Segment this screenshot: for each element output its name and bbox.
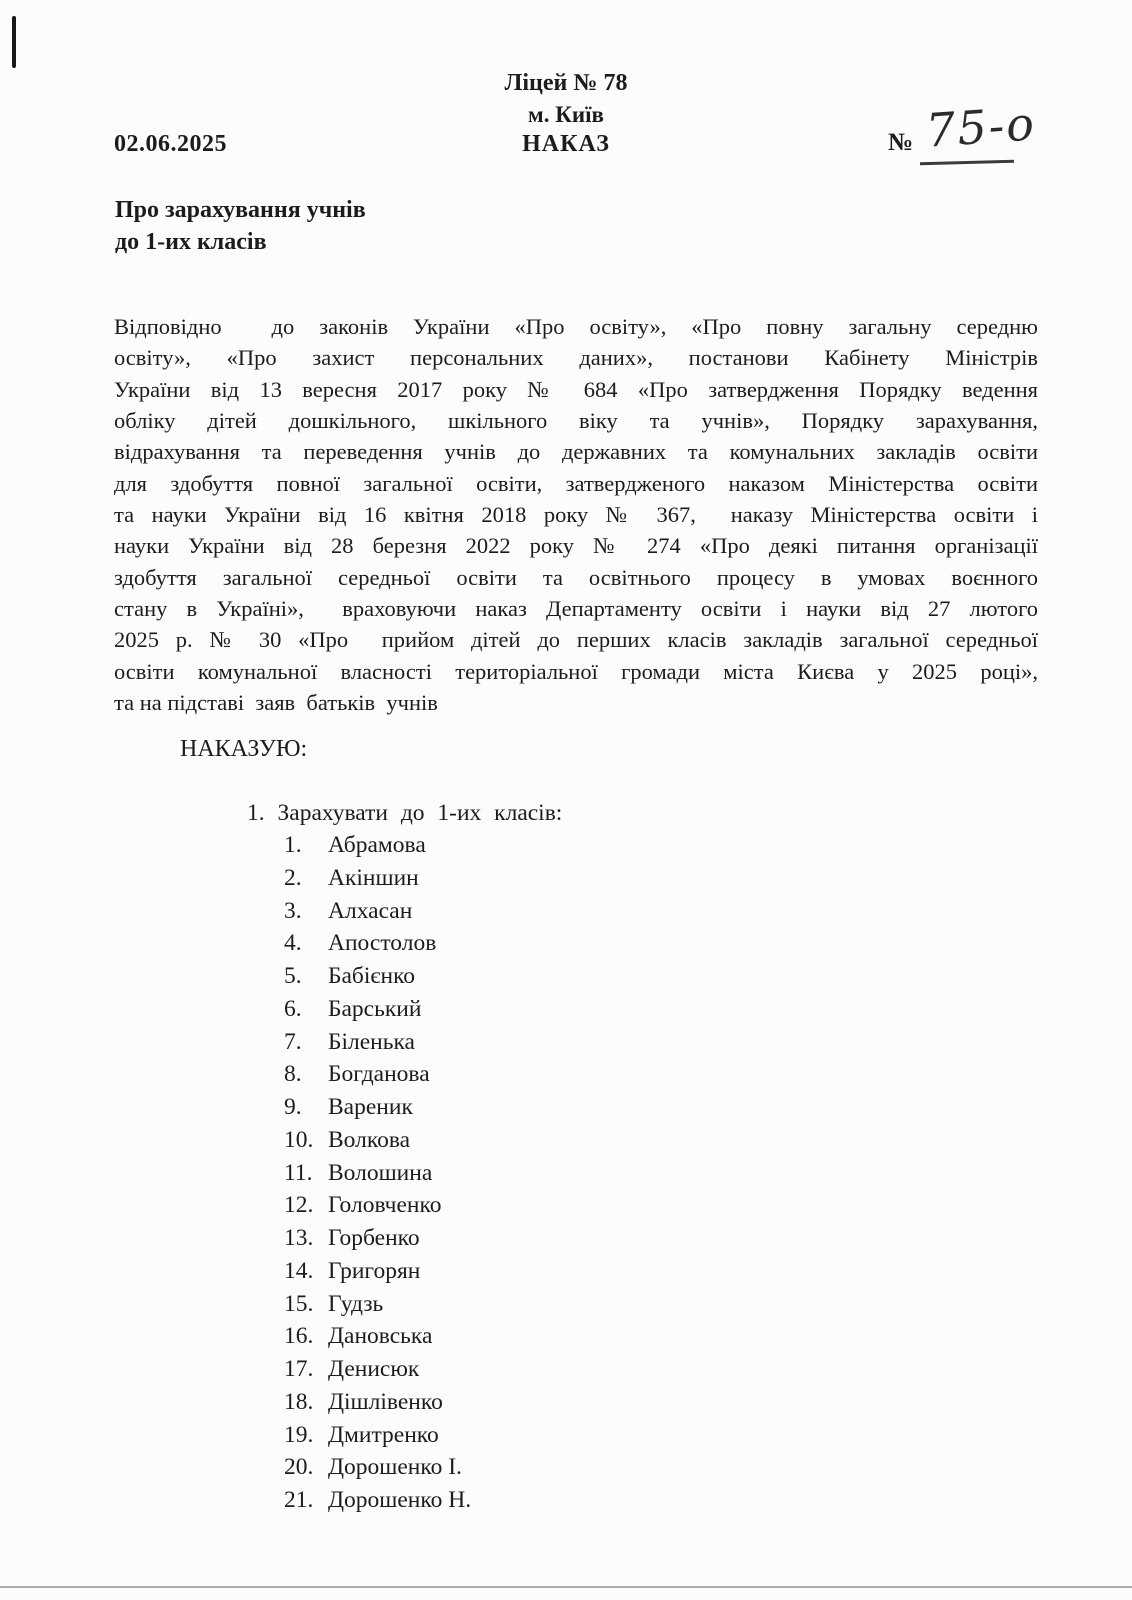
student-list-item (284, 963, 471, 996)
student-number: 11. (284, 1159, 313, 1186)
student-list-item (284, 996, 471, 1029)
student-name: Денисюк (328, 1356, 420, 1382)
subject-title (115, 194, 366, 258)
preamble-line: стану в Україні», враховуючи наказ Департаменту освіти і науки від 27 лютого (114, 596, 1038, 622)
student-name: Гудзь (328, 1290, 384, 1317)
student-name: Дмитренко (328, 1421, 439, 1448)
student-list-item (284, 1487, 471, 1520)
order-item-1: 1. Зарахувати до 1-их класів: (247, 800, 563, 826)
preamble (114, 311, 1038, 718)
student-name: Апостолов (328, 930, 437, 957)
student-list-item (284, 1094, 471, 1127)
student-number: 8. (284, 1061, 302, 1088)
student-list-item (284, 1323, 471, 1356)
student-number: 5. (284, 963, 302, 989)
preamble-line: 2025 р. № 30 «Про прийом дітей до перших класів закладів загальної середньої (114, 627, 1038, 653)
student-list-item (284, 865, 471, 898)
student-name: Дорошенко Н. (328, 1487, 472, 1513)
student-list-item (284, 1389, 471, 1422)
student-list-item (284, 1127, 471, 1160)
student-list-item (284, 1356, 471, 1389)
student-number: 7. (284, 1028, 302, 1055)
student-list-item (284, 832, 471, 865)
student-name: Акіншин (328, 864, 419, 891)
student-name: Барський (328, 995, 422, 1022)
student-number: 17. (284, 1356, 314, 1382)
order-date: 02.06.2025 (114, 131, 227, 157)
student-number: 3. (284, 897, 302, 924)
scan-artifact-mark (12, 16, 16, 68)
document-type: НАКАЗ (522, 131, 610, 157)
student-number: 14. (284, 1257, 314, 1284)
student-name: Головченко (328, 1192, 442, 1219)
student-number: 13. (284, 1225, 314, 1251)
preamble-line: відрахування та переведення учнів до державних та комунальних закладів освіти (114, 439, 1038, 465)
student-list-item (284, 1291, 471, 1324)
student-name: Дановська (328, 1323, 433, 1350)
student-number: 4. (284, 930, 302, 957)
order-number-handwritten: 75-о (924, 96, 1038, 158)
student-list-item (284, 1160, 471, 1193)
student-number: 9. (284, 1094, 302, 1120)
student-number: 18. (284, 1388, 314, 1415)
page-bottom-rule (0, 1586, 1132, 1588)
student-name: Вареник (328, 1094, 413, 1120)
student-name: Волкова (328, 1126, 411, 1153)
student-number: 20. (284, 1454, 314, 1481)
preamble-line: та на підставі заяв батьків учнів (114, 690, 438, 716)
student-number: 12. (284, 1192, 314, 1219)
preamble-line: здобуття загальної середньої освіти та освітнього процесу в умовах воєнного (114, 564, 1038, 590)
student-list-item (284, 930, 471, 963)
student-number: 16. (284, 1323, 314, 1350)
student-name: Богданова (328, 1061, 430, 1088)
student-name: Григорян (328, 1257, 421, 1284)
resolve-heading: НАКАЗУЮ: (180, 736, 308, 762)
preamble-line: Відповідно до законів України «Про освіту», «Про повну загальну середню (114, 314, 1038, 339)
preamble-line: для здобуття повної загальної освіти, затвердженого наказом Міністерства освіти (114, 470, 1038, 496)
preamble-line: освіту», «Про захист персональних даних», постанови Кабінету Міністрів (114, 345, 1038, 371)
student-list-item (284, 1192, 471, 1225)
student-list-item (284, 1258, 471, 1291)
student-name: Волошина (328, 1159, 433, 1186)
student-number: 10. (284, 1126, 314, 1153)
preamble-line: та науки України від 16 квітня 2018 року № 367, наказу Міністерства освіти і (114, 502, 1038, 528)
student-number: 6. (284, 995, 302, 1022)
student-list-item (284, 1422, 471, 1455)
student-list-item (284, 1029, 471, 1062)
preamble-line: науки України від 28 березня 2022 року № 274 «Про деякі питання організації (114, 533, 1038, 559)
student-name: Абрамова (328, 832, 426, 858)
student-number: 21. (284, 1487, 314, 1513)
student-name: Алхасан (328, 897, 413, 924)
school-name: Ліцей № 78 (504, 70, 628, 96)
preamble-line: освіти комунальної власності територіальної громади міста Києва у 2025 році», (114, 658, 1038, 684)
student-list-item (284, 1454, 471, 1487)
student-list (284, 832, 471, 1520)
student-number: 19. (284, 1421, 314, 1448)
student-list-item (284, 898, 471, 931)
order-number-underline (920, 160, 1014, 165)
order-number-sign: № (888, 129, 914, 156)
student-number: 2. (284, 864, 302, 891)
subject-line-2: до 1-их класів (115, 229, 267, 255)
student-list-item (284, 1061, 471, 1094)
subject-line-1: Про зарахування учнів (115, 197, 366, 223)
student-name: Бабієнко (328, 963, 416, 989)
school-city: м. Київ (528, 102, 604, 127)
student-name: Горбенко (328, 1225, 420, 1251)
student-number: 1. (284, 832, 302, 858)
student-name: Дорошенко І. (328, 1454, 462, 1481)
student-list-item (284, 1225, 471, 1258)
preamble-line: України від 13 вересня 2017 року № 684 «Про затвердження Порядку ведення (114, 376, 1038, 402)
student-name: Біленька (328, 1028, 415, 1055)
student-number: 15. (284, 1290, 314, 1317)
preamble-line: обліку дітей дошкільного, шкільного віку та учнів», Порядку зарахування, (114, 408, 1038, 434)
student-name: Дішлівенко (328, 1388, 443, 1415)
